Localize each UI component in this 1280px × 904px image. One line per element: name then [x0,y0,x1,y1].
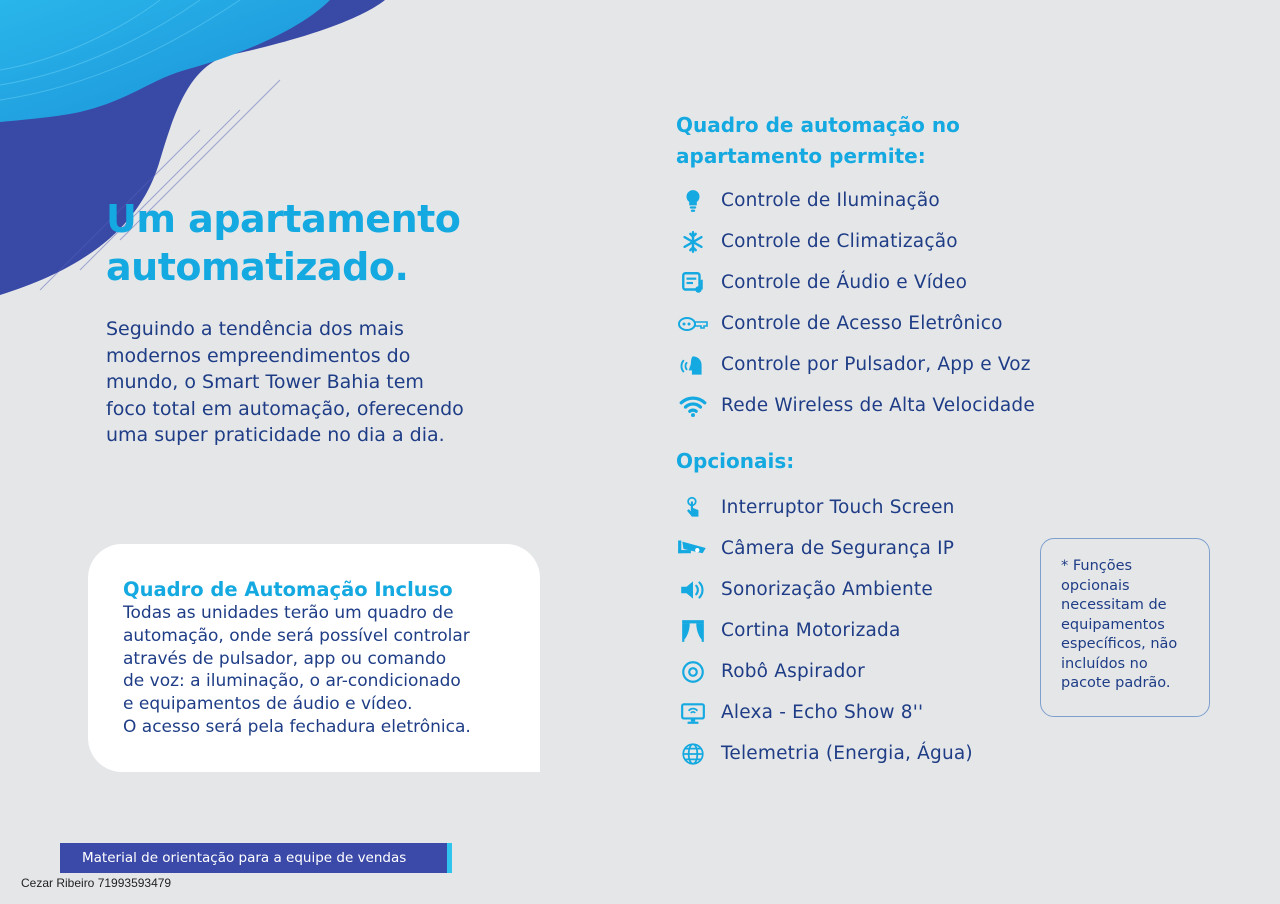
curtain-icon [676,617,710,645]
feature-item [676,262,1035,303]
hero-title-line2: automatizado. [106,245,409,289]
wifi-icon [676,392,710,420]
feature-item [676,221,1035,262]
note-line: opcionais [1061,577,1130,594]
card-text-line: Todas as unidades terão um quadro de [123,603,454,623]
camera-icon [676,535,710,563]
optional-label: Robô Aspirador [721,661,865,682]
optional-item [676,487,973,528]
card-text [123,602,520,739]
key-icon [676,310,710,338]
optional-label: Telemetria (Energia, Água) [721,743,973,764]
card-text-line: e equipamentos de áudio e vídeo. [123,694,413,715]
optional-label: Câmera de Segurança IP [721,538,955,559]
lightbulb-icon [676,187,710,215]
feature-label: Controle de Áudio e Vídeo [721,272,968,293]
card-text-line: automação, onde será possível controlar [123,625,470,646]
feature-label: Controle de Acesso Eletrônico [721,313,1003,334]
optional-item [676,692,973,733]
globe-icon [676,740,710,768]
optional-item [676,569,973,610]
features-list [676,180,1035,426]
optional-item [676,733,973,774]
touch-icon [676,494,710,522]
feature-item [676,303,1035,344]
features-title [676,110,1016,172]
note-line: específicos, não [1061,636,1178,652]
hero-title [106,195,460,291]
features-title-line2: apartamento permite: [676,144,926,168]
feature-item [676,180,1035,221]
optional-item [676,610,973,651]
hero-title-line1: Um apartamento [106,197,461,241]
optional-label: Sonorização Ambiente [721,579,933,600]
feature-label: Rede Wireless de Alta Velocidade [721,395,1035,416]
feature-item [676,344,1035,385]
optionals-title: Opcionais: [676,449,795,473]
note-line: necessitam de [1061,597,1167,613]
card-title: Quadro de Automação Incluso [123,578,453,601]
optional-label: Cortina Motorizada [721,620,901,641]
card-text-line: O acesso será pela fechadura eletrônica. [123,716,471,737]
optional-item [676,651,973,692]
note-line: * Funções [1061,558,1133,574]
optional-item [676,528,973,569]
feature-item [676,385,1035,426]
feature-label: Controle de Iluminação [721,190,940,211]
footer-band: Material de orientação para a equipe de vendas [60,843,452,873]
features-title-line1: Quadro de automação no [676,113,960,137]
note-line: equipamentos [1061,616,1165,633]
card-text-line: através de pulsador, app ou comando [123,648,447,669]
voice-icon [676,351,710,379]
snowflake-icon [676,228,710,256]
speaker-icon [676,576,710,604]
note-line: pacote padrão. [1061,675,1171,691]
note-line: incluídos no [1061,655,1148,672]
included-automation-card [88,544,540,772]
optional-label: Interruptor Touch Screen [721,497,955,518]
feature-label: Controle por Pulsador, App e Voz [721,354,1031,375]
optional-label: Alexa - Echo Show 8'' [721,702,924,723]
optionals-list [676,487,973,774]
robot-vacuum-icon [676,658,710,686]
display-icon [676,699,710,727]
optionals-note [1040,538,1210,717]
hero-description: Seguindo a tendência dos mais modernos empreendimentos do mundo, o Smart Tower Bahia tem foco total em automação, oferecendo uma super praticidade no dia a dia. [106,318,464,446]
media-icon [676,269,710,297]
contact-text: Cezar Ribeiro 71993593479 [21,876,172,890]
card-text-line: de voz: a iluminação, o ar-condicionado [123,671,461,692]
feature-label: Controle de Climatização [721,231,958,252]
